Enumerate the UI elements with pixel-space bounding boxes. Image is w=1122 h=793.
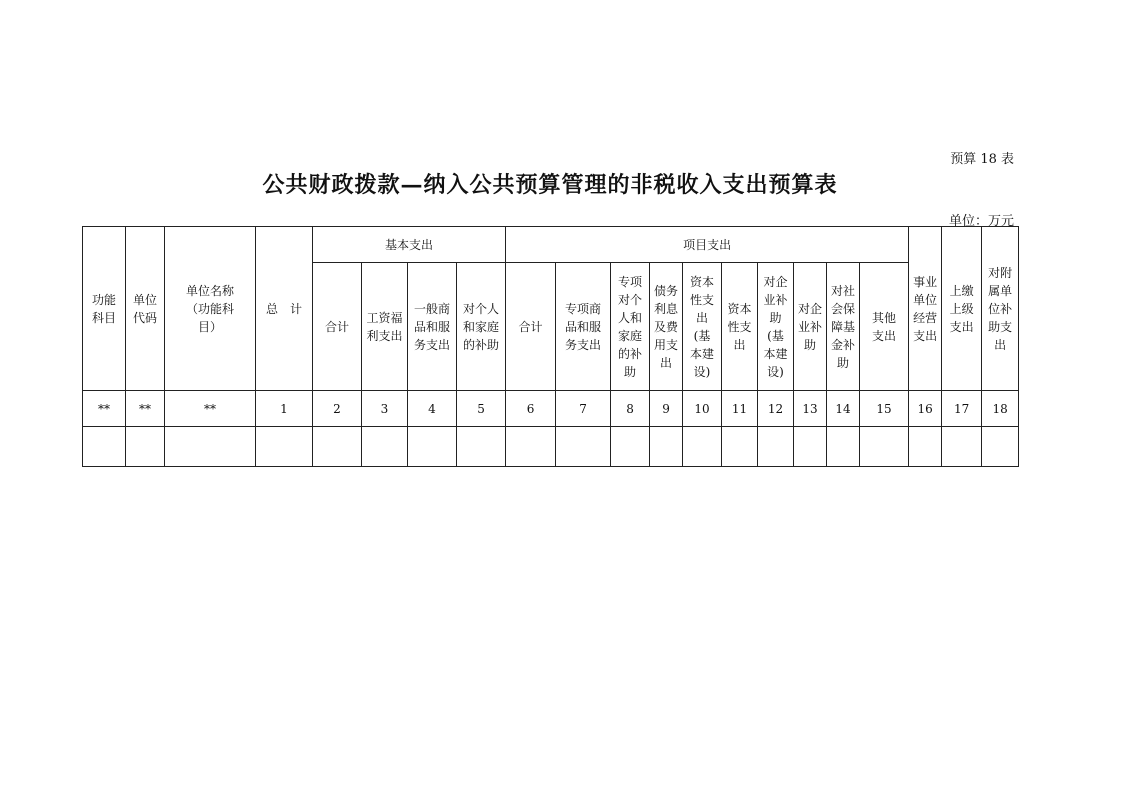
form-number: 预算 18 表 — [950, 152, 1014, 167]
data-cell — [83, 427, 126, 467]
data-cell — [942, 427, 982, 467]
index-cell: 11 — [722, 391, 758, 427]
header-project-capital: 资本性支出 — [722, 263, 758, 391]
index-cell: 18 — [982, 391, 1019, 427]
data-cell — [126, 427, 165, 467]
header-project-goods-services: 专项商品和服务支出 — [556, 263, 611, 391]
data-cell — [165, 427, 256, 467]
index-cell: 7 — [556, 391, 611, 427]
data-cell — [362, 427, 408, 467]
header-project-other: 其他支出 — [860, 263, 909, 391]
data-cell — [794, 427, 827, 467]
index-cell: 5 — [457, 391, 506, 427]
header-basic-expenditure: 基本支出 — [313, 227, 506, 263]
header-basic-personal-subsidy: 对个人和家庭的补助 — [457, 263, 506, 391]
data-row-empty — [83, 427, 1019, 467]
header-project-enterprise-construction: 对企业补助(基本建设) — [758, 263, 794, 391]
data-cell — [313, 427, 362, 467]
data-cell — [408, 427, 457, 467]
data-cell — [860, 427, 909, 467]
data-cell — [650, 427, 683, 467]
header-project-debt-interest: 债务利息及费用支出 — [650, 263, 683, 391]
header-project-social-security: 对社会保障基金补助 — [827, 263, 860, 391]
index-cell: 13 — [794, 391, 827, 427]
header-project-capital-construction: 资本性支出(基本建设) — [683, 263, 722, 391]
data-cell — [506, 427, 556, 467]
index-cell: 17 — [942, 391, 982, 427]
data-cell — [457, 427, 506, 467]
header-project-expenditure: 项目支出 — [506, 227, 909, 263]
index-cell: 12 — [758, 391, 794, 427]
index-cell: 16 — [909, 391, 942, 427]
header-func-subject: 功能科目 — [83, 227, 126, 391]
index-row — [83, 391, 1019, 427]
index-cell: 3 — [362, 391, 408, 427]
header-business-expenditure: 事业单位经营支出 — [909, 227, 942, 391]
unit-label: 单位：万元 — [948, 214, 1014, 229]
data-cell — [722, 427, 758, 467]
header-basic-goods-services: 一般商品和服务支出 — [408, 263, 457, 391]
data-cell — [909, 427, 942, 467]
index-cell: ** — [165, 391, 256, 427]
header-project-total: 合计 — [506, 263, 556, 391]
budget-table — [82, 226, 1019, 467]
index-cell: ** — [126, 391, 165, 427]
index-cell: 8 — [611, 391, 650, 427]
data-cell — [982, 427, 1019, 467]
data-cell — [256, 427, 313, 467]
index-cell: ** — [83, 391, 126, 427]
header-total: 总 计 — [256, 227, 313, 391]
header-project-personal-subsidy: 专项对个人和家庭的补助 — [611, 263, 650, 391]
index-cell: 4 — [408, 391, 457, 427]
header-unit-name: 单位名称（功能科目） — [165, 227, 256, 391]
page-title: 公共财政拨款—纳入公共预算管理的非税收入支出预算表 — [262, 172, 838, 198]
header-upper-payment: 上缴上级支出 — [942, 227, 982, 391]
data-cell — [611, 427, 650, 467]
data-cell — [556, 427, 611, 467]
index-cell: 10 — [683, 391, 722, 427]
data-cell — [683, 427, 722, 467]
index-cell: 14 — [827, 391, 860, 427]
data-cell — [827, 427, 860, 467]
header-subsidiary-subsidy: 对附属单位补助支出 — [982, 227, 1019, 391]
index-cell: 1 — [256, 391, 313, 427]
data-cell — [758, 427, 794, 467]
index-cell: 9 — [650, 391, 683, 427]
header-basic-wages: 工资福利支出 — [362, 263, 408, 391]
header-project-enterprise-subsidy: 对企业补助 — [794, 263, 827, 391]
header-unit-code: 单位代码 — [126, 227, 165, 391]
index-cell: 15 — [860, 391, 909, 427]
index-cell: 2 — [313, 391, 362, 427]
index-cell: 6 — [506, 391, 556, 427]
header-basic-total: 合计 — [313, 263, 362, 391]
